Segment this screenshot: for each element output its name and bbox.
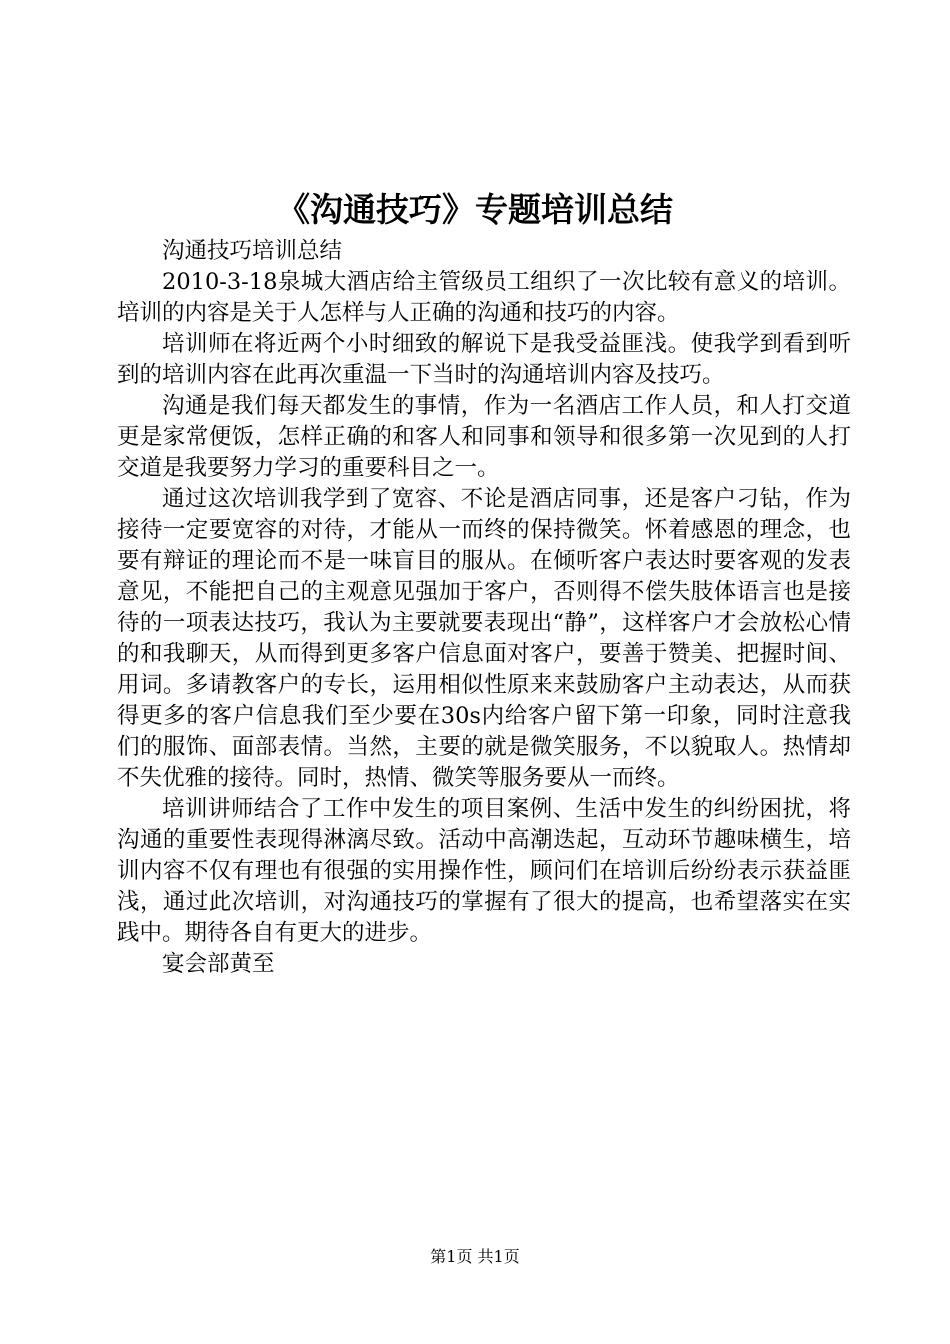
body-paragraph: 通过这次培训我学到了宽容、不论是酒店同事，还是客户刁钻，作为接待一定要宽容的对待，才能从一而终的保持微笑。怀着感恩的理念，也要有辩证的理论而不是一味盲目的服从。在倾听客户表达时要客观的发表意见，不能把自己的主观意见强加于客户，否则得不偿失肢体语言也是接待的一项表达技巧，我认为主要就要表现出“静”，这样客户才会放松心情的和我聊天，从而得到更多客户信息面对客户，要善于赞美、把握时间、用词。多请教客户的专长，运用相似性原来来鼓励客户主动表达，从而获得更多的客户信息我们至少要在30s内给客户留下第一印象，同时注意我们的服饰、面部表情。当然，主要的就是微笑服务，不以貌取人。热情却不失优雅的接待。同时，热情、微笑等服务要从一而终。 [117, 486, 851, 791]
body-paragraph: 培训师在将近两个小时细致的解说下是我受益匪浅。使我学到看到听到的培训内容在此再次重温一下当时的沟通培训内容及技巧。 [117, 331, 851, 388]
body-paragraph: 2010-3-18泉城大酒店给主管级员工组织了一次比较有意义的培训。培训的内容是关于人怎样与人正确的沟通和技巧的内容。 [117, 269, 851, 326]
body-paragraph: 沟通是我们每天都发生的事情，作为一名酒店工作人员，和人打交道更是家常便饭，怎样正确的和客人和同事和领导和很多第一次见到的人打交道是我要努力学习的重要科目之一。 [117, 393, 851, 481]
document-body [117, 236, 851, 980]
document-title: 《沟通技巧》专题培训总结 [277, 190, 673, 229]
signature-paragraph: 宴会部黄至 [162, 951, 275, 977]
subtitle-paragraph: 沟通技巧培训总结 [162, 238, 343, 264]
body-paragraph: 培训讲师结合了工作中发生的项目案例、生活中发生的纠纷困扰，将沟通的重要性表现得淋漓尽致。活动中高潮迭起，互动环节趣味横生，培训内容不仅有理也有很强的实用操作性，顾问们在培训后纷纷表示获益匪浅，通过此次培训，对沟通技巧的掌握有了很大的提高，也希望落实在实践中。期待各自有更大的进步。 [117, 796, 851, 946]
page-footer: 第1页 共1页 [430, 1247, 520, 1266]
